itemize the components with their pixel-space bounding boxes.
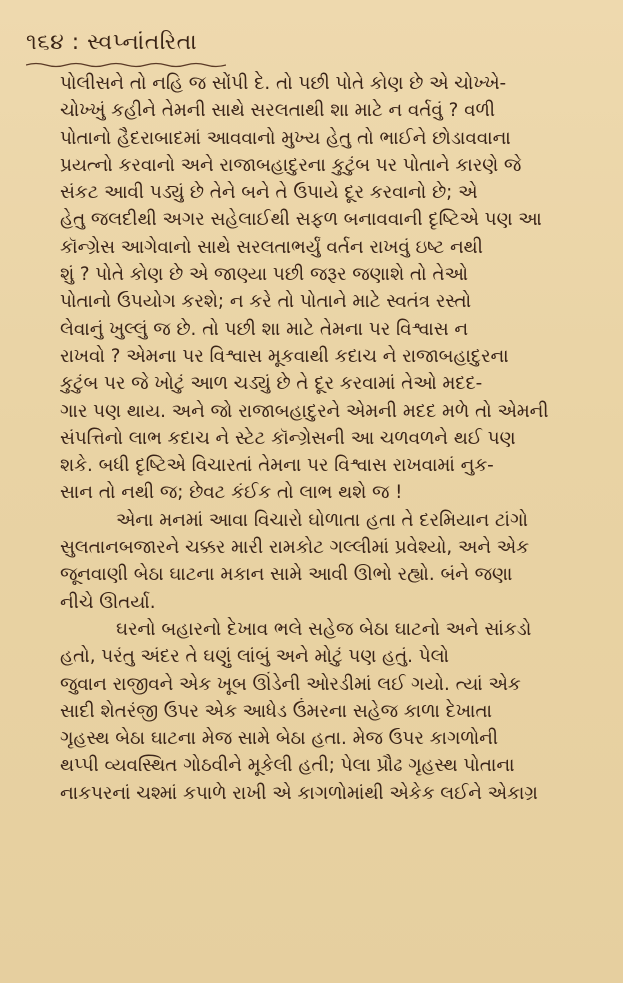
text-line: સંકટ આવી પડ્યું છે તેને બને તે ઉપાયે દૂર કરવાનો છે; એ	[60, 182, 478, 204]
text-line: લેવાનું ખુલ્લું જ છે. તો પછી શા માટે તેમના પર વિશ્વાસ ન	[60, 318, 469, 340]
running-head: ૧૬૪ : સ્વપ્નાંતરિતા	[26, 30, 198, 55]
text-line: નાકપરનાં ચશ્માં કપાળે રાખી એ કાગળોમાંથી એકેક લઈને એકાગ્ર	[60, 782, 538, 804]
text-line: હતો, પરંતુ અંદર તે ઘણું લાંબું અને મોટું પણ હતું. પેલો	[60, 646, 449, 668]
text-line: પોલીસને તો નહિ જ સોંપી દે. તો પછી પોતે કોણ છે એ ચોખ્ખે-	[60, 73, 507, 94]
text-line: થપ્પી વ્યવસ્થિત ગોઠવીને મૂકેલી હતી; પેલા પ્રૌઢ ગૃહસ્થ પોતાના	[60, 755, 515, 777]
paragraph-start-line: ઘરનો બહારનો દેખાવ ભલે સહેજ બેઠા ઘાટનો અને સાંકડો	[116, 618, 532, 640]
text-line: જુવાન રાજીવને એક ખૂબ ઊંડેની ઓરડીમાં લઈ ગયો. ત્યાં એક	[60, 673, 521, 695]
text-line: સાન તો નથી જ; છેવટ કંઈક તો લાભ થશે જ !	[60, 482, 403, 504]
text-line: ચોખ્ખું કહીને તેમની સાથે સરલતાથી શા માટે ન વર્તવું ? વળી	[60, 100, 495, 122]
text-line: શકે. બધી દૃષ્ટિએ વિચારતાં તેમના પર વિશ્વાસ રાખવામાં નુક-	[60, 455, 494, 477]
text-line: હેતુ જલદીથી અગર સહેલાઈથી સફળ બનાવવાની દૃષ્ટિએ પણ આ	[60, 209, 542, 231]
text-line: ગૃહસ્થ બેઠા ઘાટના મેજ સામે બેઠા હતા. મેજ ઉપર કાગળોની	[60, 728, 499, 750]
text-line: સંપત્તિનો લાભ કદાચ ને સ્ટેટ કૉન્ગ્રેસની આ ચળવળને થઈ પણ	[60, 427, 516, 449]
text-line: જૂનવાણી બેઠા ઘાટના મકાન સામે આવી ઊભો રહ્યો. બંને જણા	[60, 564, 513, 586]
text-line: સુલતાનબજારને ચક્કર મારી રામકોટ ગલ્લીમાં પ્રવેશ્યો, અને એક	[60, 537, 529, 559]
text-line: પોતાનો હૈદરાબાદમાં આવવાનો મુખ્ય હેતુ તો ભાઈને છોડાવવાના	[60, 127, 511, 149]
text-line: પ્રયત્નો કરવાનો અને રાજાબહાદુરના કુટુંબ પર પોતાને કારણે જે	[60, 154, 522, 176]
text-line: શું ? પોતે કોણ છે એ જાણ્યા પછી જરૂર જણાશે તો તેઓ	[60, 264, 468, 286]
text-line: રાખવો ? એમના પર વિશ્વાસ મૂકવાથી કદાચ ને રાજાબહાદુરના	[60, 345, 509, 367]
text-line: નીચે ઊતર્યા.	[60, 591, 156, 613]
text-line: પોતાનો ઉપયોગ કરશે; ન કરે તો પોતાને માટે સ્વતંત્ર રસ્તો	[60, 291, 472, 313]
text-line: કુટુંબ પર જે ખોટું આળ ચડ્યું છે તે દૂર કરવામાં તેઓ મદદ-	[60, 373, 483, 395]
head-underline-flourish	[26, 62, 226, 68]
paragraph-start-line: એના મનમાં આવા વિચારો ઘોળાતા હતા તે દરમિયાન ટાંગો	[116, 509, 528, 531]
body-text	[60, 70, 595, 807]
text-line: સાદી શેતરંજી ઉપર એક આધેડ ઉંમરના સહેજ કાળા દેખાતા	[60, 700, 492, 722]
text-line: ગાર પણ થાય. અને જો રાજાબહાદુરને એમની મદદ મળે તો એમની	[60, 400, 549, 422]
text-line: કૉન્ગ્રેસ આગેવાનો સાથે સરલતાભર્યું વર્તન રાખવું ઇષ્ટ નથી	[60, 236, 483, 258]
